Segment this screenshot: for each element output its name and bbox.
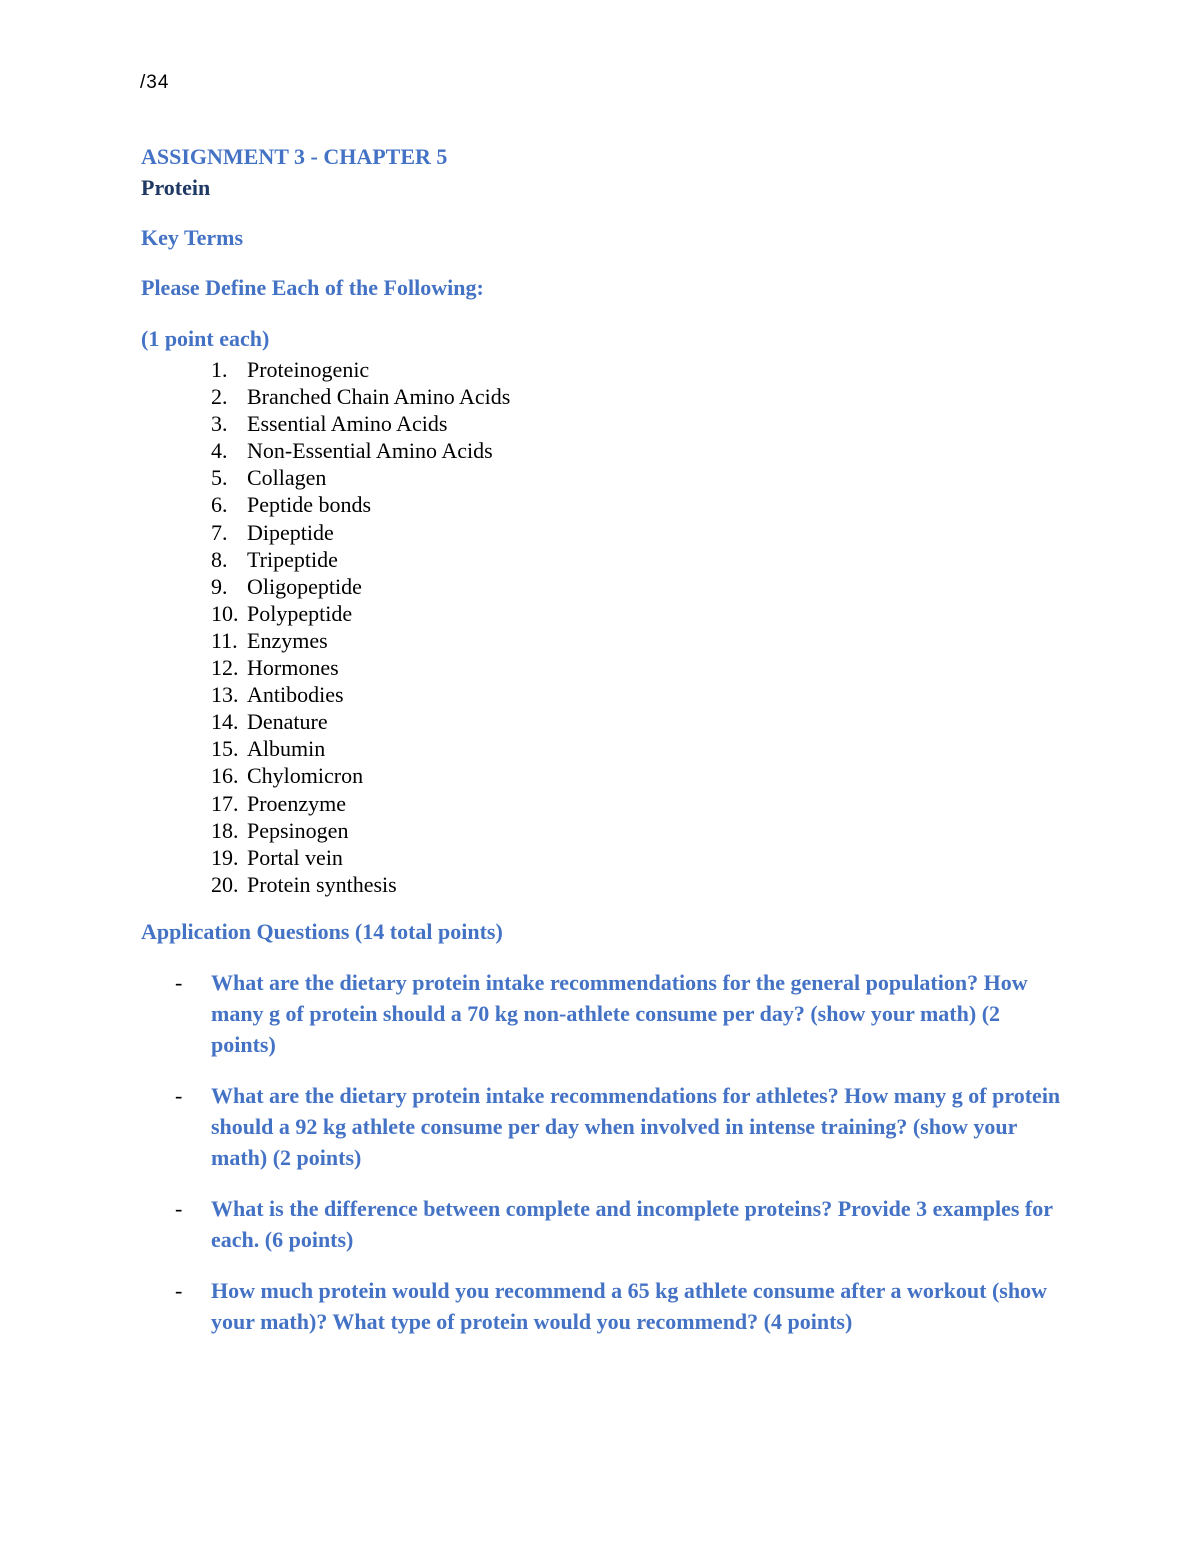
list-item-text: Protein synthesis	[247, 871, 397, 897]
list-item-text: Proteinogenic	[247, 357, 370, 382]
list-item	[211, 546, 510, 573]
list-item-number: 17.	[211, 790, 239, 816]
list-item	[211, 356, 510, 383]
application-questions-heading: Application Questions (14 total points)	[141, 919, 503, 944]
list-item-text: Polypeptide	[247, 600, 353, 626]
assignment-title: ASSIGNMENT 3 - CHAPTER 5	[141, 144, 448, 169]
question-item	[175, 1193, 1075, 1255]
list-item	[211, 600, 510, 627]
list-item-number: 3.	[211, 411, 228, 437]
list-item-number: 16.	[211, 763, 239, 789]
list-item-number: 2.	[211, 384, 228, 410]
list-item	[211, 573, 510, 600]
define-instructions-heading: Please Define Each of the Following:	[141, 275, 484, 300]
list-item	[211, 844, 510, 871]
list-item-number: 7.	[211, 519, 228, 545]
question-item	[175, 967, 1075, 1060]
list-item	[211, 491, 510, 518]
list-item	[211, 464, 510, 491]
list-item-text: Albumin	[247, 736, 326, 762]
list-item-number: 9.	[211, 573, 228, 599]
list-item-text: Oligopeptide	[247, 573, 362, 599]
list-item-number: 15.	[211, 736, 239, 762]
list-item-text: Tripeptide	[247, 546, 338, 572]
question-text: What are the dietary protein intake recommendations for the general population? How many g of protein should a 70 kg non-athlete consume per day? (show your math) (2 points)	[211, 970, 1028, 1057]
list-item-number: 4.	[211, 438, 228, 464]
list-item-text: Hormones	[247, 655, 339, 681]
bullet-dash: -	[175, 1196, 183, 1221]
list-item-text: Pepsinogen	[247, 817, 349, 843]
list-item-number: 6.	[211, 492, 228, 518]
list-item-number: 20.	[211, 871, 239, 897]
list-item	[211, 735, 510, 762]
list-item	[211, 654, 510, 681]
key-terms-heading: Key Terms	[141, 225, 244, 250]
list-item-text: Essential Amino Acids	[247, 411, 448, 437]
question-text: How much protein would you recommend a 65 kg athlete consume after a workout (show your math)? What type of protein would you recommend? (4 points)	[211, 1278, 1047, 1334]
list-item-text: Dipeptide	[247, 519, 334, 545]
list-item	[211, 817, 510, 844]
question-text: What is the difference between complete and incomplete proteins? Provide 3 examples for each. (6 points)	[211, 1196, 1053, 1252]
list-item	[211, 627, 510, 654]
list-item	[211, 437, 510, 464]
bullet-dash: -	[175, 1278, 183, 1303]
question-item	[175, 1080, 1075, 1173]
bullet-dash: -	[175, 1083, 183, 1108]
list-item-text: Peptide bonds	[247, 492, 372, 518]
list-item-text: Denature	[247, 709, 328, 735]
list-item-text: Antibodies	[247, 682, 344, 708]
list-item-text: Enzymes	[247, 627, 328, 653]
points-each-heading: (1 point each)	[141, 326, 270, 351]
list-item-number: 13.	[211, 682, 239, 708]
list-item-text: Non-Essential Amino Acids	[247, 438, 493, 464]
list-item	[211, 762, 510, 789]
list-item-number: 1.	[211, 357, 228, 382]
list-item	[211, 681, 510, 708]
question-text: What are the dietary protein intake recommendations for athletes? How many g of protein should a 92 kg athlete consume per day when involved in intense training? (show your math) (2 points)	[211, 1083, 1061, 1170]
list-item	[211, 871, 510, 898]
list-item-text: Branched Chain Amino Acids	[247, 384, 511, 410]
application-questions-list	[175, 967, 1075, 1357]
list-item-number: 10.	[211, 600, 239, 626]
bullet-dash: -	[175, 970, 183, 995]
list-item-number: 5.	[211, 465, 228, 491]
list-item-number: 19.	[211, 844, 239, 870]
question-item	[175, 1275, 1075, 1337]
score-label: /34	[140, 72, 170, 93]
list-item-text: Portal vein	[247, 844, 343, 870]
list-item	[211, 790, 510, 817]
list-item	[211, 383, 510, 410]
list-item-text: Collagen	[247, 465, 327, 491]
list-item-text: Proenzyme	[247, 790, 346, 816]
list-item-number: 8.	[211, 546, 228, 572]
list-item-number: 11.	[211, 627, 238, 653]
list-item	[211, 410, 510, 437]
key-terms-list	[211, 356, 510, 898]
list-item	[211, 708, 510, 735]
assignment-subtitle: Protein	[141, 175, 211, 200]
list-item	[211, 519, 510, 546]
list-item-number: 12.	[211, 655, 239, 681]
list-item-text: Chylomicron	[247, 763, 364, 789]
list-item-number: 14.	[211, 709, 239, 735]
list-item-number: 18.	[211, 817, 239, 843]
